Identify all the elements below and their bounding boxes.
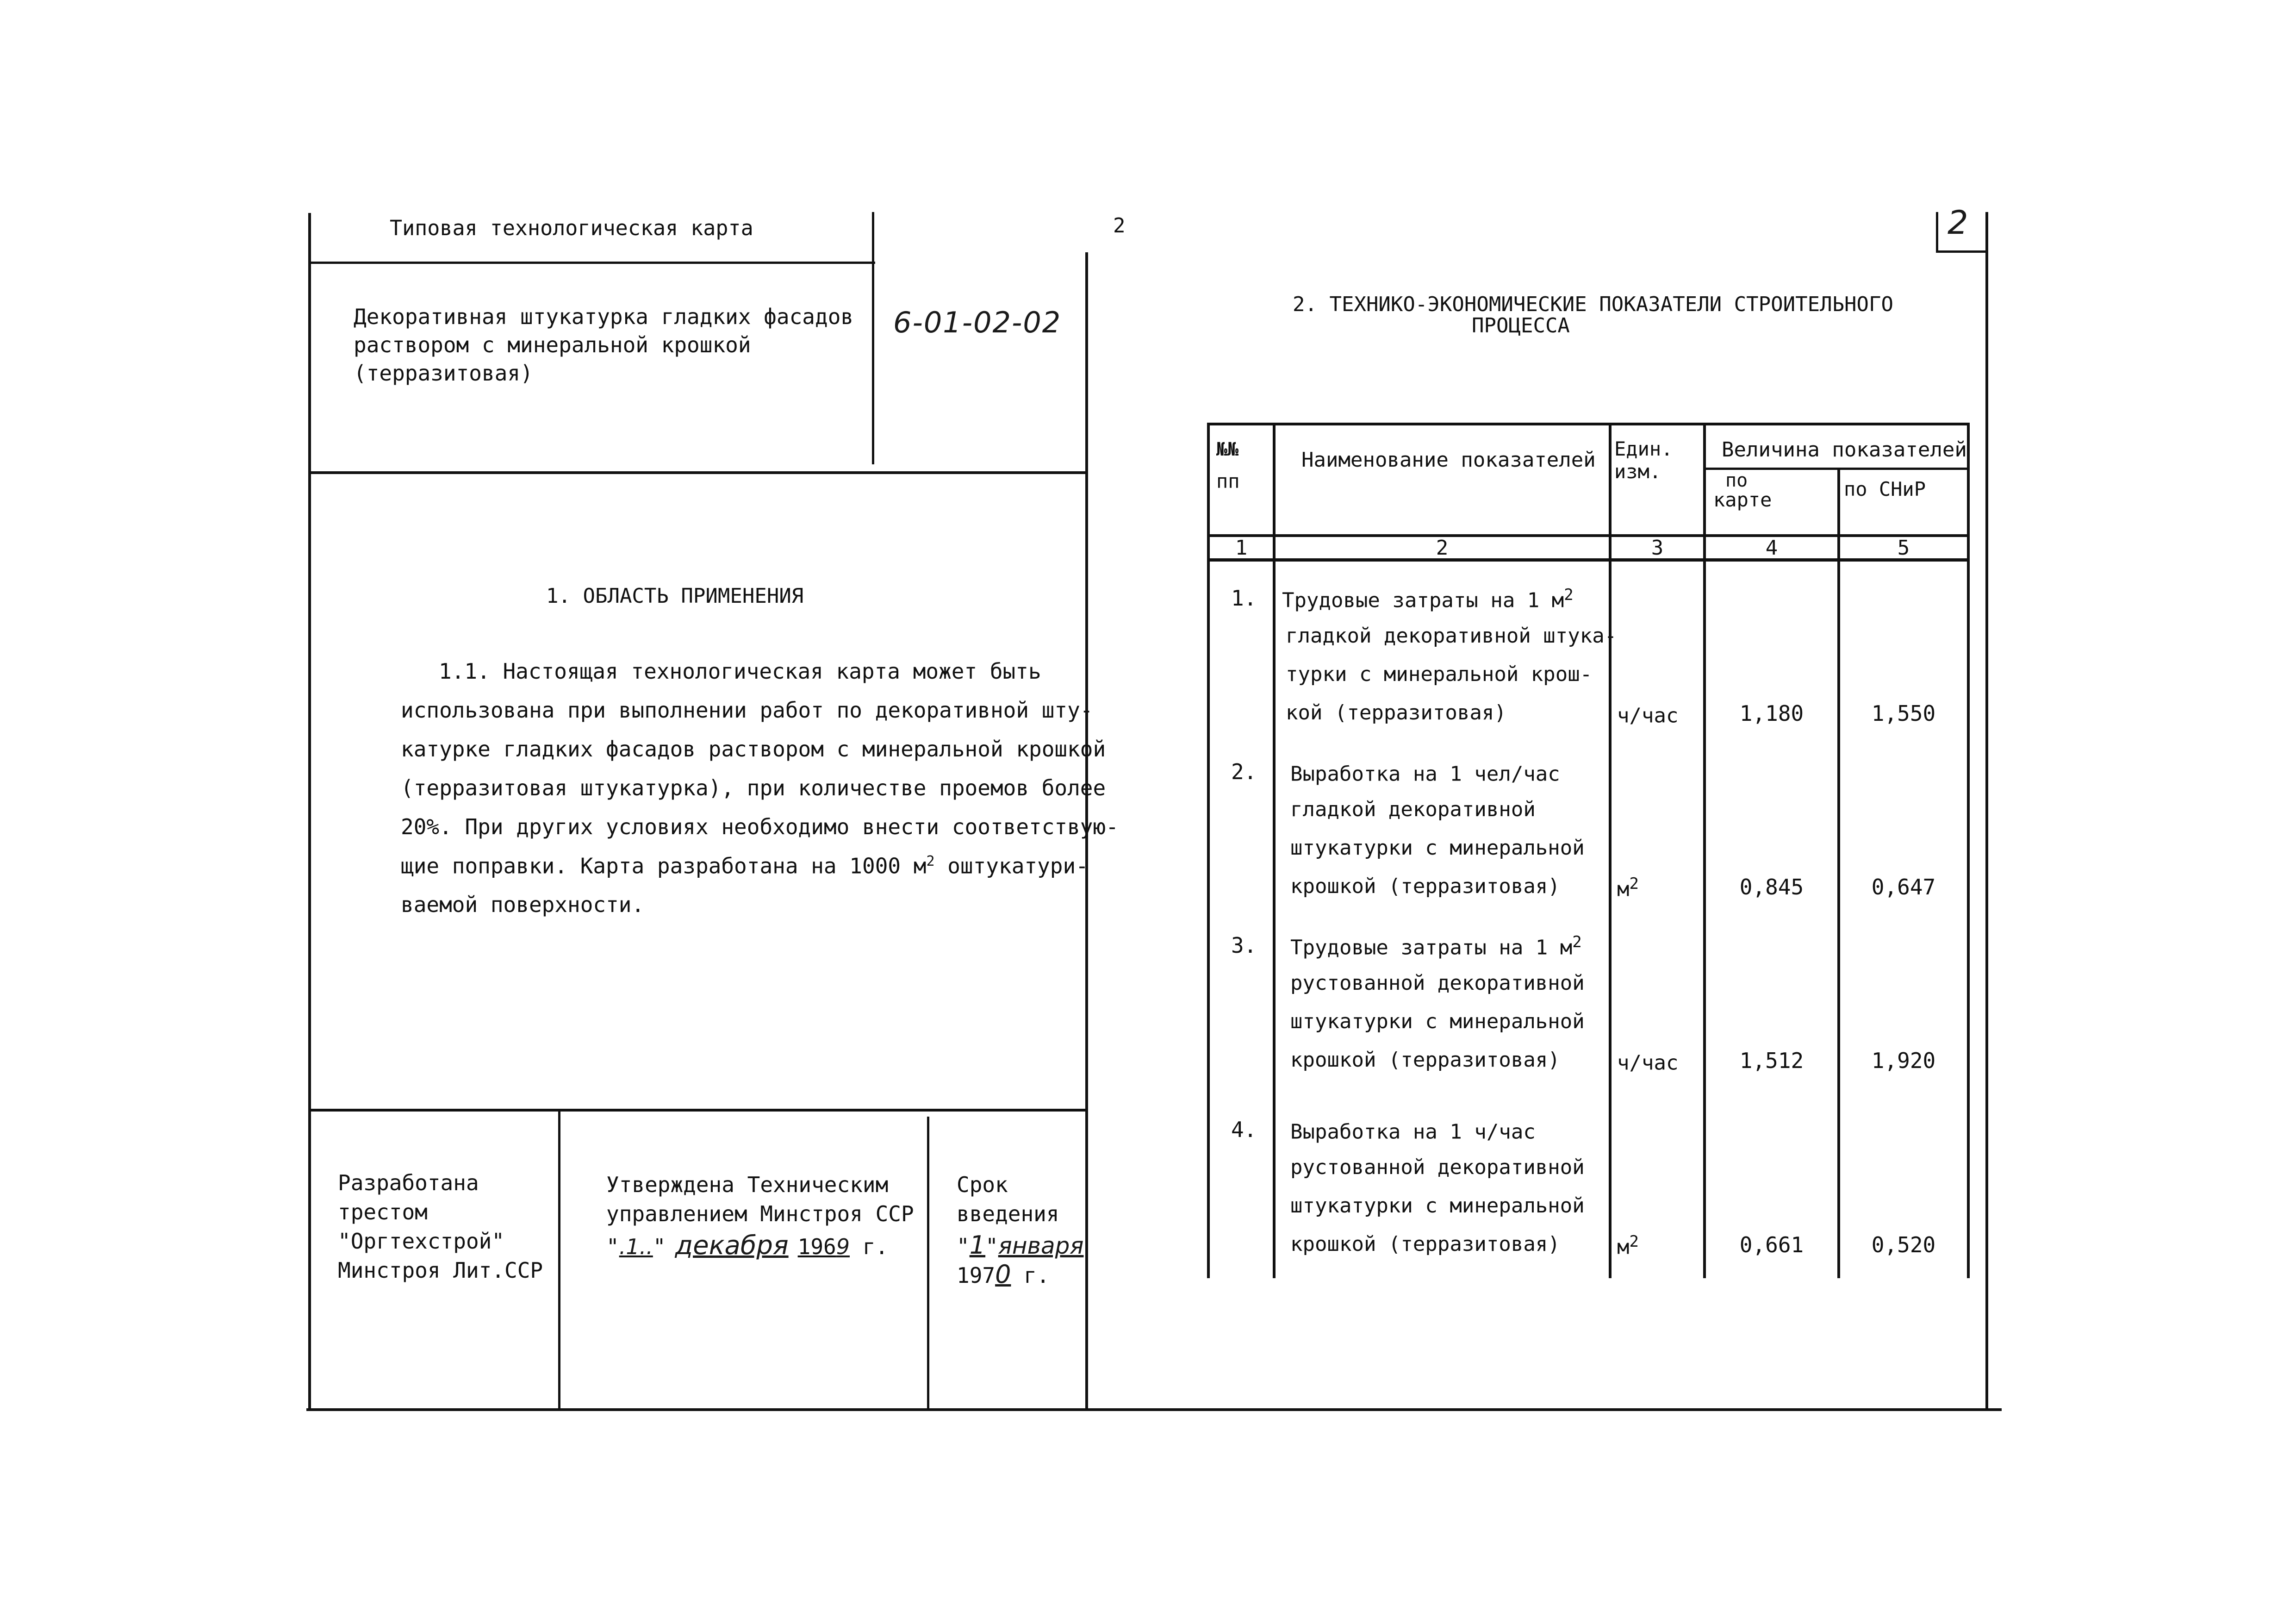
header-values: Величина показателей: [1722, 438, 1967, 462]
row-unit-text: ч/час: [1617, 1051, 1679, 1075]
footer-top-border: [308, 1109, 1087, 1112]
row-number: 3.: [1231, 933, 1257, 958]
term-date: [957, 1230, 1083, 1260]
row-card-value: 0,845: [1739, 874, 1804, 899]
header-snip: по СНиР: [1844, 478, 1926, 500]
row-unit: [1617, 1232, 1639, 1259]
approved-suffix: г.: [850, 1234, 889, 1259]
quote-open: ": [606, 1234, 619, 1259]
paragraph-line: [401, 853, 1089, 878]
row-snip-value: 0,520: [1871, 1232, 1936, 1257]
paragraph-line: 1.1. Настоящая технологическая карта может быть: [439, 659, 1041, 684]
square-superscript: 2: [1564, 586, 1574, 604]
row-snip-value: 1,920: [1871, 1048, 1936, 1073]
paragraph-line: ваемой поверхности.: [401, 892, 645, 917]
page-mark-bracket-horizontal: [1936, 250, 1987, 253]
row-unit: [1617, 874, 1639, 901]
row-name-line: рустованной декоративной: [1290, 1156, 1585, 1179]
footer-divider-2: [927, 1117, 929, 1410]
row-snip-value: 0,647: [1871, 874, 1936, 899]
row-name-line: гладкой декоративной штука-: [1286, 624, 1617, 648]
term-year-digit: 0: [995, 1260, 1011, 1289]
row-name-line: турки с минеральной крош-: [1286, 662, 1593, 686]
page-mark-bracket-vertical: [1936, 212, 1938, 253]
term-year: [957, 1260, 1050, 1289]
table-col-border: [1837, 468, 1840, 1278]
paragraph-line: использована при выполнении работ по декоративной шту-: [401, 698, 1093, 723]
row-card-value: 1,180: [1739, 701, 1804, 726]
term-day: 1: [969, 1230, 986, 1260]
code-column-divider: [872, 212, 874, 464]
row-name-line: крошкой (терразитовая): [1290, 1048, 1560, 1072]
term-line: Срок: [957, 1172, 1008, 1197]
row-card-value: 1,512: [1739, 1048, 1804, 1073]
row-number: 2.: [1231, 759, 1257, 784]
column-number: 4: [1765, 536, 1778, 560]
card-code: 6-01-02-02: [893, 306, 1062, 339]
left-page-left-border: [308, 213, 311, 1411]
card-title-line: Декоративная штукатурка гладких фасадов: [354, 304, 854, 329]
row-name-text: Выработка на 1 ч/час: [1290, 1120, 1536, 1144]
row-name-line: [1290, 933, 1582, 960]
table-top-border: [1207, 423, 1970, 425]
square-superscript: 2: [1572, 933, 1582, 951]
row-name-text: Выработка на 1 чел/час: [1290, 762, 1560, 786]
row-name-line: гладкой декоративной: [1290, 798, 1536, 821]
page-mark: 2: [1948, 204, 1968, 242]
section-heading-scope: 1. ОБЛАСТЬ ПРИМЕНЕНИЯ: [546, 584, 804, 608]
row-unit-text: м: [1617, 1235, 1630, 1259]
unit-superscript: 2: [1629, 874, 1639, 893]
row-number: 1.: [1231, 586, 1257, 611]
row-unit: [1617, 701, 1678, 728]
quote-close: ": [653, 1234, 666, 1259]
section-heading-indicators: 2. ТЕХНИКО-ЭКОНОМИЧЕСКИЕ ПОКАЗАТЕЛИ СТРОИТЕЛЬНОГО: [1293, 293, 1894, 316]
header-num: №№: [1216, 439, 1239, 460]
approved-year-prefix: 196: [797, 1234, 836, 1259]
row-card-value: 0,661: [1739, 1232, 1804, 1257]
row-unit-text: м: [1617, 877, 1630, 901]
row-name-line: штукатурки с минеральной: [1290, 836, 1585, 860]
row-unit: [1617, 1048, 1678, 1075]
column-number: 3: [1651, 536, 1664, 560]
row-name-line: крошкой (терразитовая): [1290, 874, 1560, 898]
footer-divider-1: [558, 1111, 560, 1410]
row-name-line: [1290, 759, 1560, 786]
header-name: Наименование показателей: [1301, 448, 1596, 472]
page-number: 2: [1113, 214, 1126, 237]
paragraph-line: катурке гладких фасадов раствором с минеральной крошкой: [401, 737, 1106, 762]
card-title-line: раствором с минеральной крошкой: [354, 332, 751, 357]
column-number: 5: [1897, 536, 1910, 560]
header-divider: [308, 262, 875, 264]
approved-line: Утверждена Техническим: [606, 1172, 889, 1197]
paragraph-line-tail: оштукатури-: [934, 853, 1089, 879]
unit-superscript: 2: [1629, 1232, 1639, 1251]
header-num-line2: пп: [1216, 470, 1240, 493]
column-number: 1: [1235, 536, 1248, 560]
table-col-border: [1967, 423, 1970, 1278]
term-year-prefix: 197: [957, 1263, 996, 1288]
paragraph-line-text: щие поправки. Карта разработана на 1000 м: [401, 853, 927, 879]
developed-line: трестом: [338, 1199, 428, 1224]
row-name-line: рустованной декоративной: [1290, 971, 1585, 995]
term-line: введения: [957, 1201, 1059, 1226]
row-name-text: Трудовые затраты на 1 м: [1290, 936, 1573, 960]
header-title: Типовая технологическая карта: [390, 216, 753, 240]
title-block-bottom: [308, 471, 1087, 474]
row-name-line: [1290, 1117, 1536, 1144]
approved-date: [606, 1230, 888, 1261]
row-name-line: крошкой (терразитовая): [1290, 1232, 1560, 1256]
developed-line: Минстроя Лит.ССР: [338, 1258, 543, 1283]
approved-line: управлением Минстроя ССР: [606, 1201, 914, 1226]
square-superscript: 2: [926, 853, 935, 869]
row-name-line: штукатурки с минеральной: [1290, 1010, 1585, 1033]
right-page-border: [1985, 212, 1988, 1411]
row-name-line: штукатурки с минеральной: [1290, 1194, 1585, 1218]
term-suffix: г.: [1011, 1263, 1050, 1288]
developed-line: Разработана: [338, 1170, 479, 1195]
row-name-text: Трудовые затраты на 1 м: [1282, 588, 1564, 612]
column-number: 2: [1436, 536, 1449, 560]
row-name-line: [1282, 586, 1574, 612]
header-card: по: [1725, 470, 1748, 491]
row-name-line: кой (терразитовая): [1286, 701, 1506, 725]
paragraph-line: (терразитовая штукатурка), при количестве проемов более: [401, 775, 1106, 800]
left-page-bottom-border: [306, 1408, 2002, 1411]
row-number: 4.: [1231, 1117, 1257, 1142]
card-title-line: (терразитовая): [354, 361, 533, 386]
developed-line: "Оргтехстрой": [338, 1229, 505, 1254]
quote-open: ": [957, 1234, 970, 1259]
header-card-line2: карте: [1713, 488, 1772, 511]
quote-close: ": [985, 1234, 998, 1259]
header-unit: Един.: [1614, 437, 1673, 460]
row-snip-value: 1,550: [1871, 701, 1936, 726]
approved-day: .1..: [619, 1234, 653, 1259]
row-unit-text: ч/час: [1617, 704, 1679, 728]
paragraph-line: 20%. При других условиях необходимо внести соответствую-: [401, 814, 1119, 839]
approved-month: декабря: [675, 1230, 789, 1261]
header-unit-line2: изм.: [1614, 460, 1661, 483]
approved-year-digit: 9: [836, 1234, 850, 1259]
term-month: января: [998, 1232, 1084, 1259]
section-heading-indicators-line2: ПРОЦЕССА: [1472, 314, 1570, 337]
